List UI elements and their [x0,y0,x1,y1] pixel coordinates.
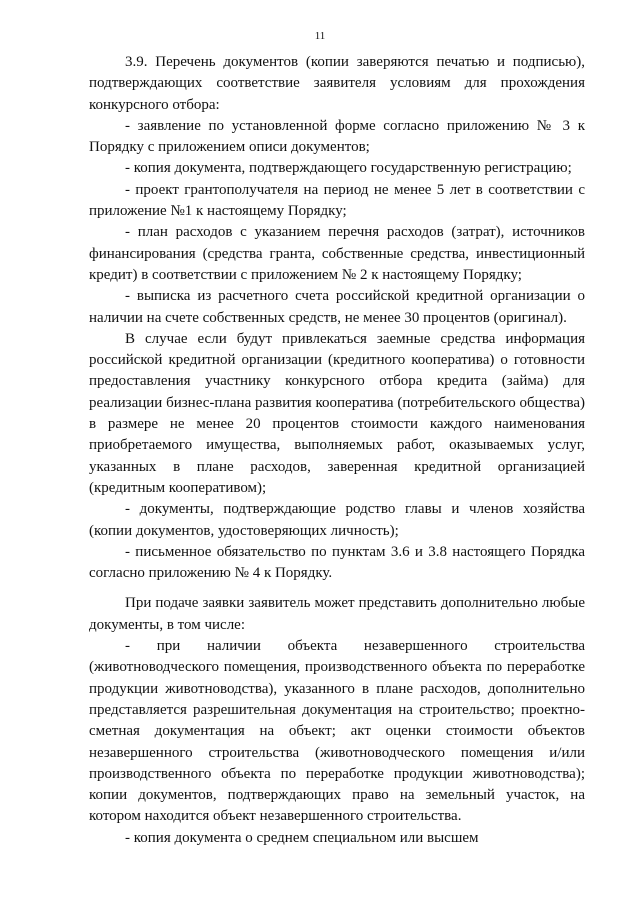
paragraph-grantee-project: - проект грантополучателя на период не менее 5 лет в соответствии с приложение №1 к настоящему Порядку; [89,181,585,220]
paragraph-additional-documents: При подаче заявки заявитель может представить дополнительно любые документы, в том числе: [89,595,585,633]
page-number: 11 [314,30,326,42]
paragraph-kinship-documents: - документы, подтверждающие родство главы и членов хозяйства (копии документов, удостоверяющих личность); [89,501,585,539]
paragraph-education-document: - копия документа о среднем специальном или высшем [125,829,479,846]
paragraph-written-obligation: - письменное обязательство по пунктам 3.6 и 3.8 настоящего Порядка согласно приложению № 4 к Порядку. [89,543,585,582]
paragraph-3-9-intro: 3.9. Перечень документов (копии заверяются печатью и подписью), подтверждающих соответствие заявителя условиям для прохождения конкурсного отбора: [89,54,585,113]
paragraph-unfinished-construction: - при наличии объекта незавершенного строительства (животноводческого помещения, производственного объекта по переработке продукции животноводства), указанного в плане расходов, дополнительно представляется разрешительная документация на строительство; проектно-сметная документация на объект; акт оценки стоимости объектов незавершенного строительства (животноводческого помещения и/или производственного объекта по переработке продукции животноводства); копии документов, подтверждающих право на земельный участок, на котором находится объект незавершенного строительства. [89,638,585,825]
paragraph-borrowed-funds: В случае если будут привлекаться заемные средства информация российской кредитной организации (кредитного кооператива) о готовности предоставления участнику конкурсного отбора кредита (займа) для реализации бизнес-плана развития кооператива (потребительского общества) в размере не менее 20 процентов стоимости каждого наименования приобретаемого имущества, выполняемых работ, оказываемых услуг, указанных в плане расходов, заверенная кредитной организацией (кредитным кооперативом); [89,330,585,496]
paragraph-application: - заявление по установленной форме согласно приложению № 3 к Порядку с приложением описи документов; [89,117,585,156]
document-body [89,52,585,849]
paragraph-expense-plan: - план расходов с указанием перечня расходов (затрат), источников финансирования (средства гранта, собственные средства, инвестиционный кредит) в соответствии с приложением № 2 к настоящему Порядку; [89,224,585,283]
paragraph-registration-copy: - копия документа, подтверждающего государственную регистрацию; [125,160,572,177]
paragraph-bank-statement: - выписка из расчетного счета российской кредитной организации о наличии на счете собственных средств, не менее 30 процентов (оригинал). [89,288,585,326]
